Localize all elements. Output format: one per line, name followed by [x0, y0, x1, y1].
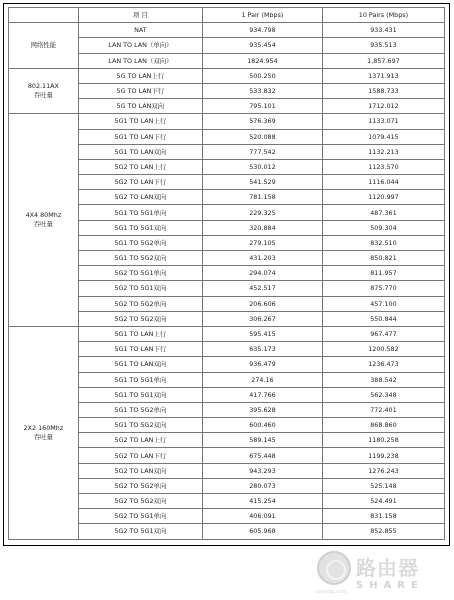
group-label-line: 网络性能: [30, 40, 57, 49]
one-pair-value-cell: 605.968: [203, 524, 323, 539]
ten-pairs-value-cell: 1120.997: [322, 190, 444, 205]
watermark-url: luyouqi.com: [316, 589, 347, 595]
test-item-cell: 5G2 TO LAN上行: [78, 433, 202, 448]
group-label-line: 802.11AX: [27, 82, 59, 91]
test-item-cell: NAT: [78, 23, 202, 38]
ten-pairs-value-cell: 1236.473: [322, 357, 444, 372]
test-item-cell: 5G TO LAN双向: [78, 99, 202, 114]
ten-pairs-value-cell: 772.401: [322, 402, 444, 417]
test-item-cell: 5G2 TO 5G1双向: [78, 281, 202, 296]
ten-pairs-value-cell: 1116.044: [322, 175, 444, 190]
group-label: [9, 68, 79, 114]
test-item-cell: 5G1 TO LAN上行: [78, 326, 202, 341]
test-item-cell: 5G1 TO 5G1双向: [78, 220, 202, 235]
group-label: [9, 114, 79, 327]
ten-pairs-value-cell: 1200.582: [322, 342, 444, 357]
test-item-cell: 5G1 TO LAN上行: [78, 114, 202, 129]
one-pair-value-cell: 936.479: [203, 357, 323, 372]
one-pair-value-cell: 395.628: [203, 402, 323, 417]
table-header-row: [9, 8, 445, 23]
one-pair-value-cell: 452.517: [203, 281, 323, 296]
table-body: [9, 23, 445, 539]
one-pair-value-cell: 635.173: [203, 342, 323, 357]
one-pair-value-cell: 530.012: [203, 159, 323, 174]
ten-pairs-value-cell: 457.100: [322, 296, 444, 311]
group-label-line: 吞吐量: [33, 220, 53, 229]
test-item-cell: 5G1 TO 5G2双向: [78, 251, 202, 266]
ten-pairs-value-cell: 550.844: [322, 311, 444, 326]
one-pair-value-cell: 206.606: [203, 296, 323, 311]
ten-pairs-value-cell: 1712.012: [322, 99, 444, 114]
throughput-table: [8, 7, 445, 540]
ten-pairs-value-cell: 935.513: [322, 38, 444, 53]
table-row: [9, 326, 445, 341]
one-pair-value-cell: 406.091: [203, 509, 323, 524]
one-pair-value-cell: 595.415: [203, 326, 323, 341]
one-pair-value-cell: 576.369: [203, 114, 323, 129]
one-pair-value-cell: 795.101: [203, 99, 323, 114]
one-pair-value-cell: 274.16: [203, 372, 323, 387]
header-item: 项 目: [78, 8, 202, 23]
one-pair-value-cell: 589.145: [203, 433, 323, 448]
test-item-cell: 5G2 TO 5G2单向: [78, 296, 202, 311]
test-item-cell: 5G2 TO LAN双向: [78, 190, 202, 205]
one-pair-value-cell: 306.267: [203, 311, 323, 326]
one-pair-value-cell: 675.448: [203, 448, 323, 463]
ten-pairs-value-cell: 562.348: [322, 387, 444, 402]
test-item-cell: 5G1 TO LAN下行: [78, 342, 202, 357]
watermark-logo-icon: [317, 551, 351, 585]
test-item-cell: 5G2 TO LAN下行: [78, 175, 202, 190]
test-item-cell: 5G2 TO LAN双向: [78, 463, 202, 478]
ten-pairs-value-cell: 1180.258: [322, 433, 444, 448]
table-row: [9, 114, 445, 129]
ten-pairs-value-cell: 811.957: [322, 266, 444, 281]
test-item-cell: 5G1 TO 5G2单向: [78, 235, 202, 250]
header-10-pairs: 10 Pairs (Mbps): [322, 8, 444, 23]
ten-pairs-value-cell: 525.148: [322, 478, 444, 493]
test-item-cell: LAN TO LAN（双向）: [78, 53, 202, 68]
test-item-cell: 5G1 TO 5G2单向: [78, 402, 202, 417]
test-item-cell: 5G2 TO 5G1单向: [78, 509, 202, 524]
test-item-cell: 5G2 TO 5G1单向: [78, 266, 202, 281]
ten-pairs-value-cell: 832.510: [322, 235, 444, 250]
test-item-cell: 5G1 TO 5G1双向: [78, 387, 202, 402]
group-label-line: 2X2 160Mhz: [23, 423, 64, 432]
one-pair-value-cell: 294.074: [203, 266, 323, 281]
test-item-cell: 5G2 TO LAN上行: [78, 159, 202, 174]
group-label-line: 吞吐量: [33, 432, 53, 441]
test-item-cell: LAN TO LAN（单向）: [78, 38, 202, 53]
one-pair-value-cell: 1824.954: [203, 53, 323, 68]
ten-pairs-value-cell: 388.542: [322, 372, 444, 387]
one-pair-value-cell: 943.293: [203, 463, 323, 478]
test-item-cell: 5G1 TO 5G1单向: [78, 372, 202, 387]
ten-pairs-value-cell: 1123.570: [322, 159, 444, 174]
watermark-sub: SHARE: [356, 580, 424, 591]
test-item-cell: 5G1 TO LAN双向: [78, 357, 202, 372]
test-item-cell: 5G1 TO LAN下行: [78, 129, 202, 144]
table-row: [9, 23, 445, 38]
ten-pairs-value-cell: 1079.415: [322, 129, 444, 144]
one-pair-value-cell: 431.203: [203, 251, 323, 266]
test-item-cell: 5G2 TO 5G1双向: [78, 524, 202, 539]
test-item-cell: 5G2 TO 5G2单向: [78, 478, 202, 493]
group-label-line: 吞吐量: [33, 91, 53, 100]
ten-pairs-value-cell: 1133.071: [322, 114, 444, 129]
group-label: [9, 23, 79, 69]
ten-pairs-value-cell: 967.477: [322, 326, 444, 341]
one-pair-value-cell: 417.766: [203, 387, 323, 402]
ten-pairs-value-cell: 1,857.697: [322, 53, 444, 68]
ten-pairs-value-cell: 875.770: [322, 281, 444, 296]
one-pair-value-cell: 600.460: [203, 418, 323, 433]
test-item-cell: 5G2 TO LAN下行: [78, 448, 202, 463]
group-label: [9, 326, 79, 539]
test-item-cell: 5G1 TO 5G2双向: [78, 418, 202, 433]
ten-pairs-value-cell: 1132.213: [322, 144, 444, 159]
ten-pairs-value-cell: 1199.238: [322, 448, 444, 463]
one-pair-value-cell: 415.254: [203, 494, 323, 509]
one-pair-value-cell: 520.088: [203, 129, 323, 144]
ten-pairs-value-cell: 509.304: [322, 220, 444, 235]
watermark-brand: 路由器: [356, 556, 419, 580]
test-item-cell: 5G2 TO 5G2双向: [78, 494, 202, 509]
ten-pairs-value-cell: 487.361: [322, 205, 444, 220]
one-pair-value-cell: 229.325: [203, 205, 323, 220]
test-item-cell: 5G2 TO 5G2双向: [78, 311, 202, 326]
table-row: [9, 68, 445, 83]
one-pair-value-cell: 500.250: [203, 68, 323, 83]
ten-pairs-value-cell: 1588.733: [322, 83, 444, 98]
one-pair-value-cell: 279.105: [203, 235, 323, 250]
one-pair-value-cell: 320.884: [203, 220, 323, 235]
ten-pairs-value-cell: 524.491: [322, 494, 444, 509]
ten-pairs-value-cell: 852.855: [322, 524, 444, 539]
ten-pairs-value-cell: 1276.243: [322, 463, 444, 478]
test-item-cell: 5G1 TO LAN双向: [78, 144, 202, 159]
header-1-pair: 1 Pair (Mbps): [203, 8, 323, 23]
one-pair-value-cell: 777.542: [203, 144, 323, 159]
one-pair-value-cell: 781.158: [203, 190, 323, 205]
one-pair-value-cell: 280.073: [203, 478, 323, 493]
one-pair-value-cell: 934.798: [203, 23, 323, 38]
ten-pairs-value-cell: 850.821: [322, 251, 444, 266]
test-item-cell: 5G TO LAN下行: [78, 83, 202, 98]
throughput-table-frame: [3, 3, 450, 546]
test-item-cell: 5G1 TO 5G1单向: [78, 205, 202, 220]
header-blank: [9, 8, 79, 23]
group-label-line: 4X4 80Mhz: [25, 211, 62, 220]
ten-pairs-value-cell: 831.158: [322, 509, 444, 524]
one-pair-value-cell: 935.454: [203, 38, 323, 53]
ten-pairs-value-cell: 1371.913: [322, 68, 444, 83]
test-item-cell: 5G TO LAN上行: [78, 68, 202, 83]
ten-pairs-value-cell: 868.860: [322, 418, 444, 433]
ten-pairs-value-cell: 933.431: [322, 23, 444, 38]
one-pair-value-cell: 541.529: [203, 175, 323, 190]
one-pair-value-cell: 533.832: [203, 83, 323, 98]
